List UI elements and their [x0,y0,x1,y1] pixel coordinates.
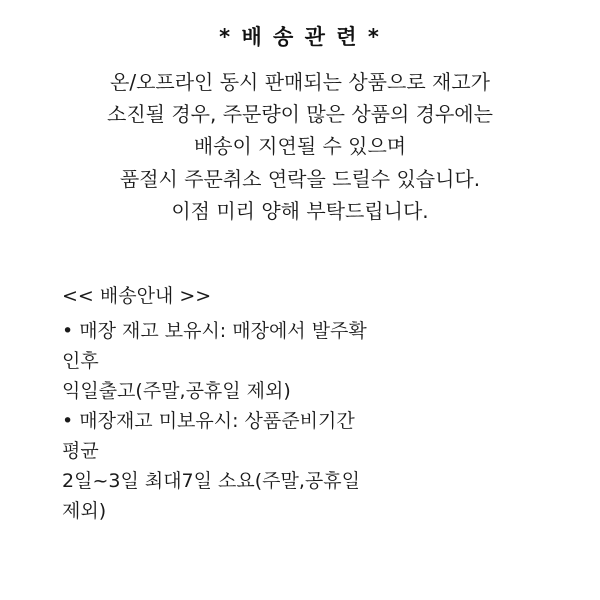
section-spacer [0,227,600,281]
notice-line: 배송이 지연될 수 있으며 [193,134,407,159]
guide-line: 2일~3일 최대7일 소요(주말,공휴일 [62,469,360,492]
guide-line: 익일출고(주말,공휴일 제외) [62,379,291,402]
guide-line: • 매장 재고 보유시: 매장에서 발주확 [62,319,367,342]
guide-title: << 배송안내 >> [62,285,212,308]
shipping-notice-section [0,0,600,227]
notice-line: 온/오프라인 동시 판매되는 상품으로 재고가 [110,69,490,94]
notice-line: 소진될 경우, 주문량이 많은 상품의 경우에는 [107,101,493,126]
notice-line: 품절시 주문취소 연락을 드릴수 있습니다. [119,166,481,191]
shipping-guide-section [0,281,600,526]
guide-line: • 매장재고 미보유시: 상품준비기간 [62,409,355,432]
notice-line: 이점 미리 양해 부탁드립니다. [171,199,429,224]
notice-title: * 배 송 관 련 * [219,25,381,49]
guide-line: 제외) [62,499,107,522]
guide-line: 평균 [62,439,99,462]
guide-line: 인후 [62,349,99,372]
